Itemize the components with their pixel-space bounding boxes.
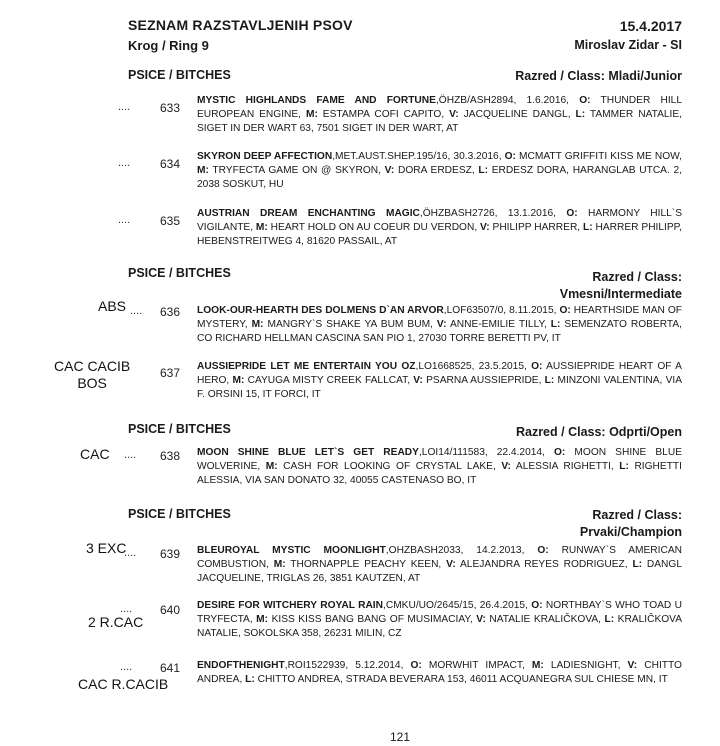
- breeder-value: HEARTHSIDE MAN OF MYSTERY,: [197, 305, 682, 330]
- catalog-number: 639: [160, 547, 181, 561]
- entry-details: [197, 544, 682, 586]
- dam-label: M:: [305, 109, 318, 120]
- dam-label: M:: [265, 461, 278, 472]
- dam-value: TRYFECTA GAME ON @ SKYRON,: [208, 165, 385, 176]
- exhibitor-value: CHITTO ANDREA, STRADA BEVERARA 153, 46011 ACQUANEGRA SUL CHIESE MN, IT: [254, 674, 668, 685]
- dam-label: M:: [197, 165, 209, 176]
- award-annotation: CAC: [80, 446, 110, 462]
- class-name: Vmesni/Intermediate: [559, 287, 682, 301]
- owner-value: NATALIE KRALIČKOVA,: [485, 614, 605, 625]
- exhibitor-value: MINZONI VALENTINA, VIA F. ORSINI 15, IT FORCI, IT: [197, 375, 683, 400]
- breeder-value: THUNDER HILL EUROPEAN ENGINE,: [197, 95, 682, 120]
- entry-dots: ....: [130, 305, 143, 317]
- section-class: [560, 269, 682, 303]
- breeder-value: MCMATT GRIFFITI KISS ME NOW,: [515, 151, 682, 162]
- exhibitor-value: DANGL JACQUELINE, TRIGLAS 26, 3851 KAUTZEN, AT: [197, 559, 683, 584]
- catalog-number: 636: [160, 305, 181, 319]
- exhibitor-value: ERDESZ DORA, HARANGLAB UTCA. 2, 2038 SOSKUT, HU: [197, 165, 682, 190]
- entry-dots: ....: [120, 661, 133, 673]
- owner-value: ALEJANDRA REYES RODRIGUEZ,: [455, 559, 633, 570]
- owner-label: V:: [627, 660, 638, 671]
- owner-label: V:: [501, 461, 511, 472]
- breeder-label: O:: [410, 660, 422, 671]
- breeder-label: O:: [504, 151, 516, 162]
- owner-label: V:: [436, 319, 447, 330]
- registration-info: ,OHZBASH2033, 14.2.2013,: [385, 545, 538, 556]
- owner-value: CHITTO ANDREA,: [197, 660, 682, 685]
- catalog-number: 641: [160, 661, 181, 675]
- entry-dots: ....: [124, 449, 137, 461]
- exhibitor-label: L:: [245, 674, 255, 685]
- registration-info: ,ROI1522939, 5.12.2014,: [284, 660, 411, 671]
- dog-name: AUSTRIAN DREAM ENCHANTING MAGIC: [197, 208, 420, 219]
- owner-label: V:: [476, 614, 486, 625]
- dam-value: THORNAPPLE PEACHY KEEN,: [285, 559, 447, 570]
- breeder-value: NORTHBAY`S WHO TOAD U TRYFECTA,: [197, 600, 682, 625]
- breeder-label: O:: [559, 305, 571, 316]
- exhibitor-value: TAMMER NATALIE, SIGET IN DER WART 63, 7501 SIGET IN DER WART, AT: [197, 109, 682, 134]
- registration-info: ,MET.AUST.SHEP.195/16, 30.3.2016,: [332, 151, 505, 162]
- dog-name: SKYRON DEEP AFFECTION: [197, 151, 333, 162]
- exhibitor-value: HARRER PHILIPP, HEBENSTREITWEG 4, 81620 PASSAIL, AT: [197, 222, 682, 247]
- breeder-label: O:: [554, 447, 566, 458]
- entry-details: [197, 659, 682, 687]
- breeder-label: O:: [566, 208, 578, 219]
- registration-info: ,CMKU/UO/2645/15, 26.4.2015,: [383, 600, 532, 611]
- class-prefix: Razred / Class:: [592, 270, 682, 284]
- award-annotation: 3 EXC: [86, 540, 127, 556]
- entry-details: [197, 599, 682, 641]
- dam-value: KISS KISS BANG BANG OF MUSIMACIAY,: [268, 614, 477, 625]
- breeder-value: MORWHIT IMPACT,: [421, 660, 532, 671]
- entry-details: [197, 446, 682, 488]
- class-name: Odprti/Open: [609, 425, 682, 439]
- registration-info: ,LOF63507/0, 8.11.2015,: [443, 305, 560, 316]
- registration-info: ,LOI14/111583, 22.4.2014,: [418, 447, 554, 458]
- class-name: Mladi/Junior: [608, 69, 682, 83]
- dam-value: ESTAMPA COFI CAPITO,: [317, 109, 450, 120]
- class-prefix: Razred / Class:: [592, 508, 682, 522]
- exhibitor-label: L:: [544, 375, 555, 386]
- dog-name: DESIRE FOR WITCHERY ROYAL RAIN: [197, 600, 383, 611]
- entry-details: [197, 304, 682, 346]
- owner-label: V:: [480, 222, 490, 233]
- owner-label: V:: [449, 109, 459, 120]
- registration-info: ,LO1668525, 23.5.2015,: [415, 361, 532, 372]
- exhibitor-label: L:: [632, 559, 643, 570]
- dam-label: M:: [232, 375, 245, 386]
- owner-value: PSARNA AUSSIEPRIDE,: [422, 375, 545, 386]
- section-label: PSICE / BITCHES: [128, 507, 231, 521]
- entry-details: [197, 150, 682, 192]
- exhibitor-value: KRALIČKOVA NATALIE, SOKOLSKA 358, 26231 MILIN, CZ: [197, 614, 683, 639]
- dog-name: MOON SHINE BLUE LET`S GET READY: [197, 447, 419, 458]
- owner-label: V:: [413, 375, 423, 386]
- owner-label: V:: [446, 559, 456, 570]
- catalog-number: 634: [160, 157, 181, 171]
- breeder-value: RUNWAY`S AMERICAN COMBUSTION,: [197, 545, 683, 570]
- dam-value: CASH FOR LOOKING OF CRYSTAL LAKE,: [277, 461, 502, 472]
- section-class: [580, 507, 682, 541]
- ring-label: Krog / Ring 9: [128, 38, 209, 53]
- entry-details: [197, 94, 682, 136]
- award-annotation: 2 R.CAC: [88, 614, 144, 630]
- entry-details: [197, 207, 682, 249]
- owner-value: ANNE-EMILIE TILLY,: [446, 319, 551, 330]
- breeder-label: O:: [579, 95, 591, 106]
- breeder-label: O:: [537, 545, 549, 556]
- exhibitor-label: L:: [550, 319, 561, 330]
- dam-label: M:: [256, 614, 269, 625]
- breeder-label: O:: [531, 600, 543, 611]
- breeder-value: MOON SHINE BLUE WOLVERINE,: [197, 447, 682, 472]
- dog-name: LOOK-OUR-HEARTH DES DOLMENS D`AN ARVOR: [197, 305, 444, 316]
- exhibitor-label: L:: [583, 222, 593, 233]
- dam-label: M:: [251, 319, 264, 330]
- award-annotation: CAC R.CACIB: [78, 676, 169, 692]
- class-prefix: Razred / Class:: [515, 69, 605, 83]
- registration-info: ,ÖHZBASH2726, 13.1.2016,: [419, 208, 567, 219]
- page-number: 121: [390, 730, 411, 744]
- exhibitor-label: L:: [478, 165, 489, 176]
- catalog-number: 635: [160, 214, 181, 228]
- list-title: SEZNAM RAZSTAVLJENIH PSOV: [128, 17, 353, 33]
- entry-dots: ....: [118, 157, 131, 169]
- dam-label: M:: [531, 660, 544, 671]
- dam-value: MANGRY`S SHAKE YA BUM BUM,: [263, 319, 437, 330]
- dog-name: MYSTIC HIGHLANDS FAME AND FORTUNE: [197, 95, 436, 106]
- section-class: [515, 68, 682, 85]
- registration-info: ,ÖHZB/ASH2894, 1.6.2016,: [435, 95, 580, 106]
- class-name: Prvaki/Champion: [579, 525, 682, 539]
- entry-dots: ....: [124, 547, 137, 559]
- breeder-label: O:: [531, 361, 543, 372]
- breeder-value: AUSSIEPRIDE HEART OF A HERO,: [197, 361, 682, 386]
- entry-dots: ....: [118, 214, 131, 226]
- exhibitor-label: L:: [604, 614, 615, 625]
- exhibitor-label: L:: [619, 461, 629, 472]
- entry-dots: ....: [120, 603, 133, 615]
- owner-value: DORA ERDESZ,: [394, 165, 479, 176]
- dog-name: ENDOFTHENIGHT: [197, 660, 285, 671]
- dam-label: M:: [273, 559, 286, 570]
- award-annotation: ABS: [98, 298, 127, 314]
- owner-label: V:: [384, 165, 395, 176]
- owner-value: PHILIPP HARRER,: [489, 222, 584, 233]
- dam-value: LADIESNIGHT,: [543, 660, 628, 671]
- dam-label: M:: [255, 222, 268, 233]
- catalog-number: 633: [160, 101, 181, 115]
- dog-name: AUSSIEPRIDE LET ME ENTERTAIN YOU OZ: [197, 361, 416, 372]
- judge-name: Miroslav Zidar - SI: [574, 38, 682, 52]
- class-prefix: Razred / Class:: [515, 425, 606, 439]
- exhibitor-value: SEMENZATO ROBERTA, CO RICHARD HELLMAN CASCINA SAN PIO 1, 27030 TORRE BERETTI PV, IT: [197, 319, 682, 344]
- exhibitor-value: RIGHETTI ALESSIA, VIA SAN DONATO 32, 40055 CASTENASO BO, IT: [197, 461, 682, 486]
- exhibitor-label: L:: [575, 109, 586, 120]
- owner-value: JACQUELINE DANGL,: [458, 109, 576, 120]
- catalog-number: 640: [160, 603, 181, 617]
- section-label: PSICE / BITCHES: [128, 68, 231, 82]
- dam-value: CAYUGA MISTY CREEK FALLCAT,: [244, 375, 414, 386]
- dog-name: BLEUROYAL MYSTIC MOONLIGHT: [197, 545, 386, 556]
- section-label: PSICE / BITCHES: [128, 266, 231, 280]
- catalog-number: 637: [160, 366, 181, 380]
- show-date: 15.4.2017: [619, 18, 682, 34]
- entry-dots: ....: [118, 101, 131, 113]
- dam-value: HEART HOLD ON AU COEUR DU VERDON,: [267, 222, 481, 233]
- section-class: [516, 424, 682, 441]
- catalog-number: 638: [160, 449, 181, 463]
- award-annotation: CAC CACIB BOS: [54, 358, 131, 391]
- entry-details: [197, 360, 682, 402]
- breeder-value: HARMONY HILL`S VIGILANTE,: [197, 208, 682, 233]
- section-label: PSICE / BITCHES: [128, 422, 231, 436]
- owner-value: ALESSIA RIGHETTI,: [510, 461, 620, 472]
